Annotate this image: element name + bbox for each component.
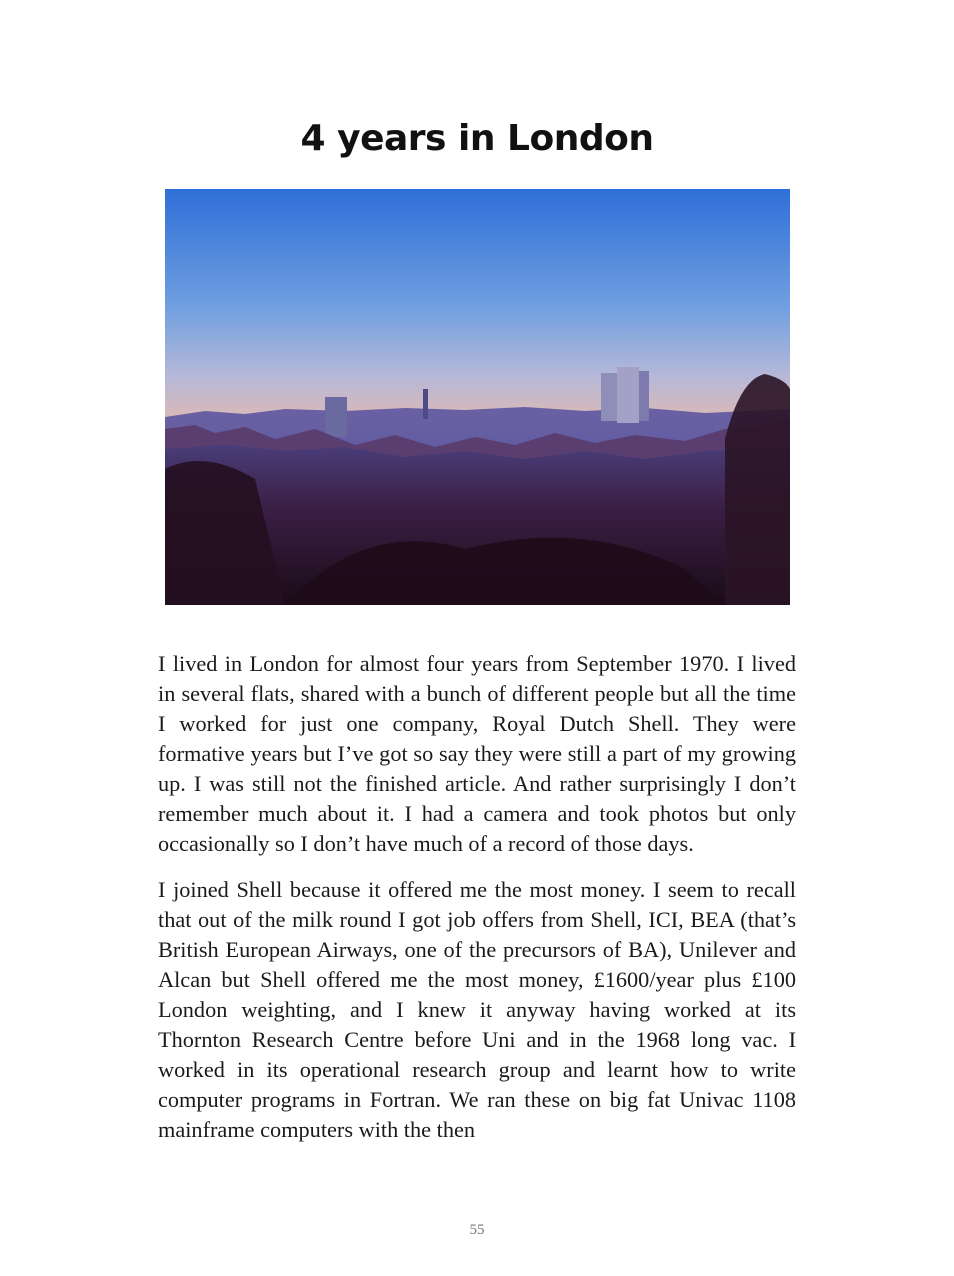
body-text — [158, 649, 796, 1161]
page-number: 55 — [469, 1222, 485, 1238]
paragraph: I lived in London for almost four years from September 1970. I lived in several flats, shared with a bunch of different people but all the time I worked for just one company, Royal Dutch Shell. They were formative years but I’ve got so say they were still a part of my growing up. I was still not the finished article. And rather surprisingly I don’t remember much about it. I had a camera and took photos but only occasionally so I don’t have much of a record of those days. — [158, 651, 796, 856]
page-title: 4 years in London — [300, 118, 654, 159]
paragraph: I joined Shell because it offered me the most money. I seem to recall that out of the milk round I got job offers from Shell, ICI, BEA (that’s British European Airways, one of the precursors of BA), Unilever and Alcan but Shell offered me the most money, £1600/year plus £100 London weighting, and I knew it anyway having worked at its Thornton Research Centre before Uni and in the 1968 long vac. I worked in its operational research group and learnt how to write computer programs in Fortran. We ran these on big fat Univac 1108 mainframe computers with the then — [158, 877, 796, 1142]
london-skyline-photo — [165, 189, 790, 605]
